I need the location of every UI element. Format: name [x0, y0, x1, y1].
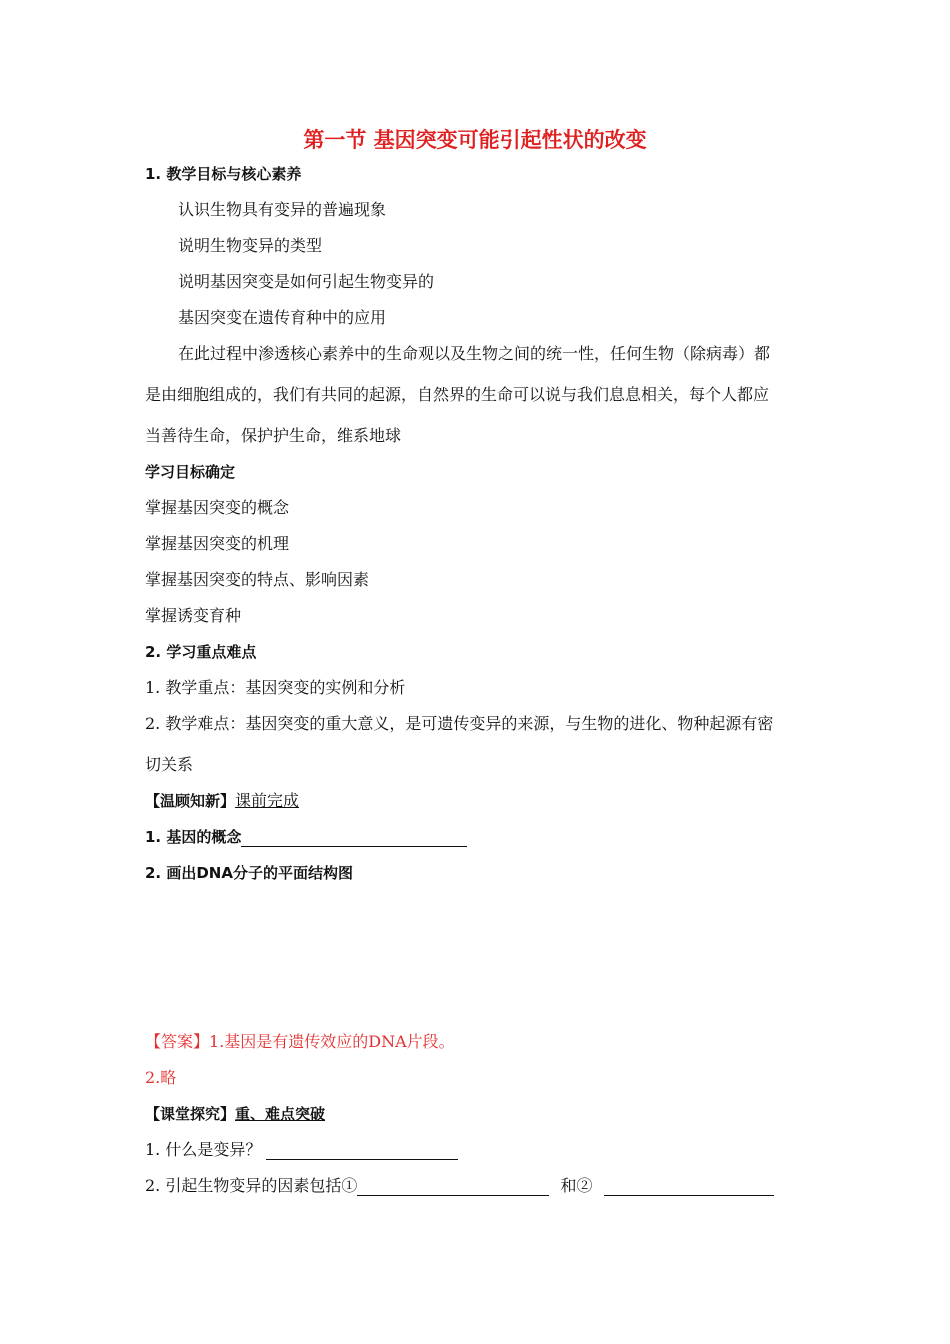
learning-goal-1: 掌握基因突变的概念: [145, 498, 290, 517]
section-2-heading: 2. 学习重点难点: [145, 643, 257, 661]
answer-blank[interactable]: [266, 1143, 458, 1160]
explore-q1-label: 1. 什么是变异？: [145, 1140, 262, 1159]
core-literacy-para-line-1: 在此过程中渗透核心素养中的生命观以及生物之间的统一性，任何生物（除病毒）都: [178, 344, 771, 363]
answer-blank-1[interactable]: [357, 1179, 549, 1196]
explore-q2-and: 和②: [560, 1176, 593, 1195]
learning-goals-heading: 学习目标确定: [145, 463, 236, 481]
difficult-point-line-1: 2. 教学难点：基因突变的重大意义，是可遗传变异的来源，与生物的进化、物种起源有密: [145, 714, 774, 733]
review-tag: 【温顾知新】: [145, 792, 236, 810]
core-literacy-para-line-2: 是由细胞组成的，我们有共同的起源，自然界的生命可以说与我们息息相关，每个人都应: [145, 385, 770, 404]
answer-2: 2.略: [145, 1068, 177, 1087]
explore-question-2: [145, 1176, 774, 1196]
difficult-point-line-2: 切关系: [145, 755, 194, 774]
explore-heading: [145, 1104, 325, 1124]
answer-tag: 【答案】: [145, 1032, 210, 1051]
explore-question-1: [145, 1140, 458, 1160]
answer-blank[interactable]: [241, 830, 467, 847]
section-1-heading: 1. 教学目标与核心素养: [145, 165, 302, 183]
core-literacy-para-line-3: 当善待生命，保护护生命，维系地球: [145, 426, 402, 445]
review-question-1: [145, 827, 467, 847]
answer-line-1: [145, 1032, 455, 1052]
key-point: 1. 教学重点：基因突变的实例和分析: [145, 678, 406, 697]
review-heading: [145, 791, 299, 811]
explore-tag: 【课堂探究】: [145, 1105, 236, 1123]
learning-goal-2: 掌握基因突变的机理: [145, 534, 290, 553]
answer-1: 1.基因是有遗传效应的DNA片段。: [209, 1032, 455, 1051]
objective-2: 说明生物变异的类型: [178, 236, 323, 255]
learning-goal-3: 掌握基因突变的特点、影响因素: [145, 570, 370, 589]
answer-blank-2[interactable]: [604, 1179, 774, 1196]
explore-q2-label: 2. 引起生物变异的因素包括①: [145, 1176, 358, 1195]
review-question-2: 2. 画出DNA分子的平面结构图: [145, 864, 353, 882]
page-title: 第一节 基因突变可能引起性状的改变: [303, 128, 647, 152]
objective-4: 基因突变在遗传育种中的应用: [178, 308, 387, 327]
review-subtitle: 课前完成: [235, 791, 300, 810]
learning-goal-4: 掌握诱变育种: [145, 606, 242, 625]
objective-3: 说明基因突变是如何引起生物变异的: [178, 272, 435, 291]
objective-1: 认识生物具有变异的普遍现象: [178, 200, 387, 219]
explore-subtitle: 重、难点突破: [235, 1105, 326, 1123]
review-q1-label: 1. 基因的概念: [145, 828, 242, 846]
